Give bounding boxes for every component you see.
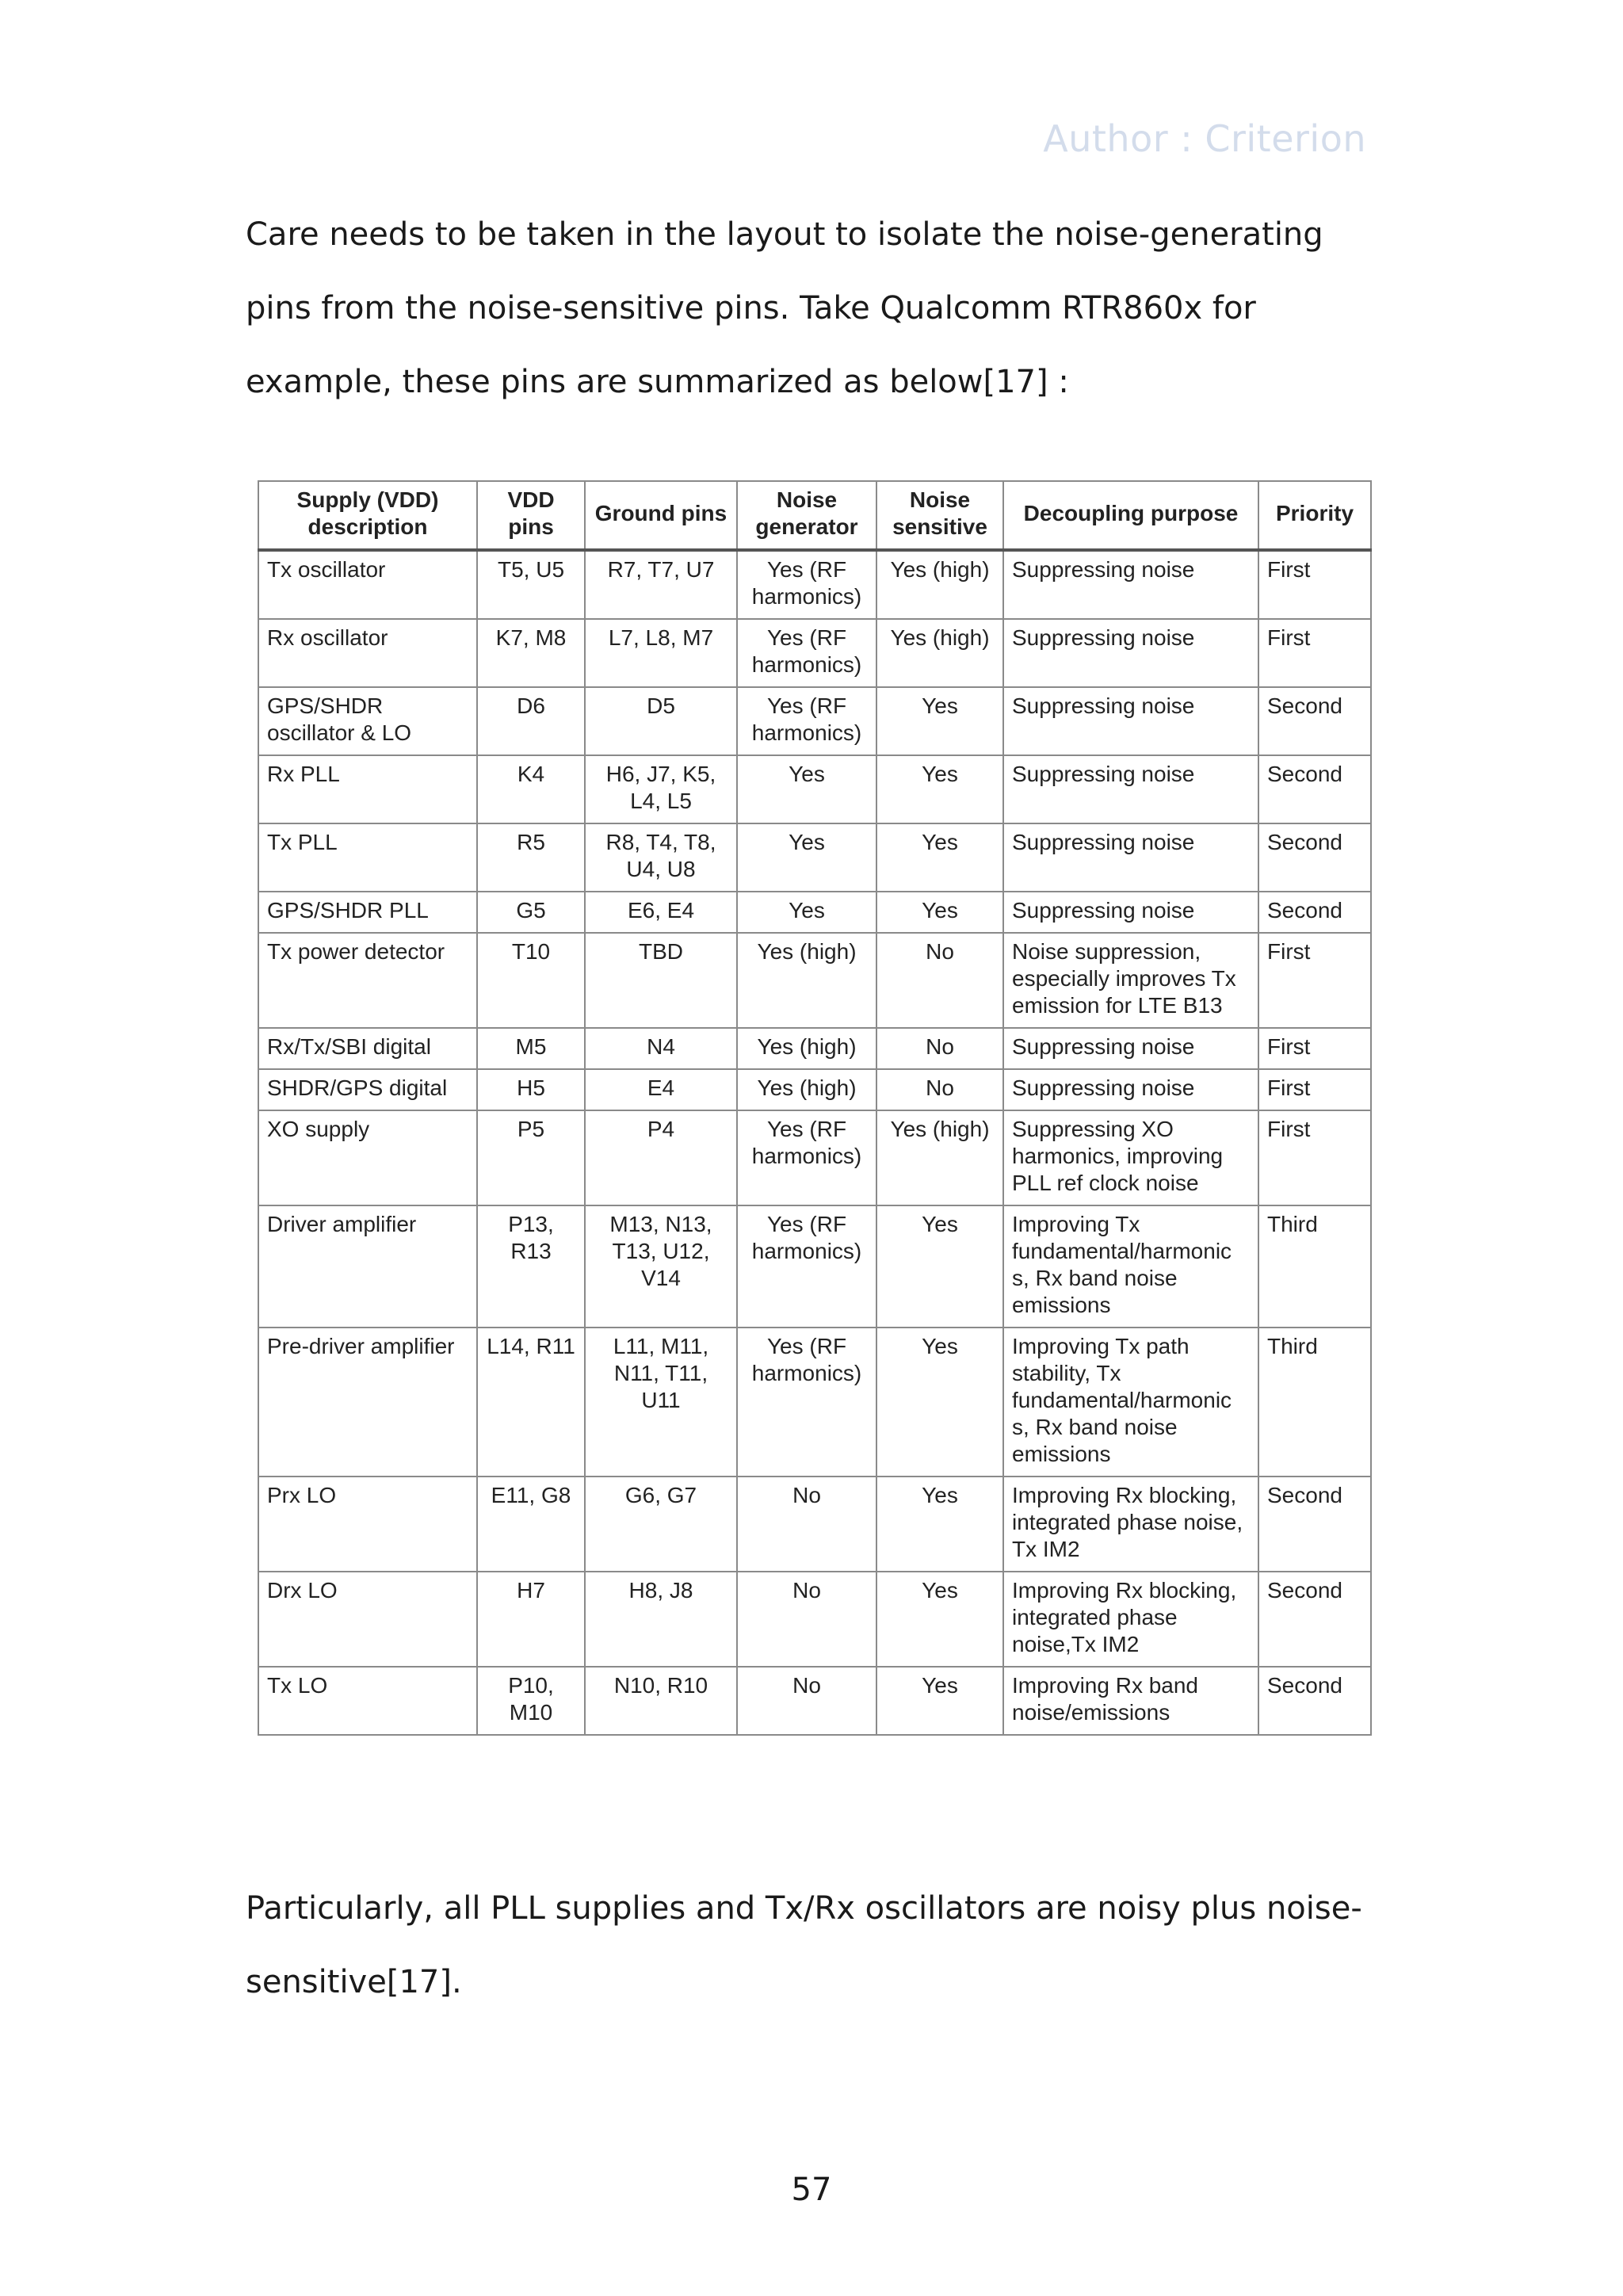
table-row — [258, 892, 1371, 933]
header-noise-sensitive: Noise sensitive — [876, 481, 1003, 550]
table-row — [258, 1477, 1371, 1572]
cell-supply-description: Rx oscillator — [258, 619, 477, 687]
table-row — [258, 1328, 1371, 1477]
cell-noise-sensitive: Yes — [876, 823, 1003, 892]
cell-noise-generator: Yes (RF harmonics) — [737, 1205, 876, 1328]
cell-noise-sensitive: Yes — [876, 1477, 1003, 1572]
table-row — [258, 550, 1371, 619]
cell-supply-description: Pre-driver amplifier — [258, 1328, 477, 1477]
table-row — [258, 1110, 1371, 1205]
cell-priority: Third — [1258, 1328, 1371, 1477]
cell-noise-generator: Yes (RF harmonics) — [737, 1328, 876, 1477]
cell-priority: Second — [1258, 823, 1371, 892]
table-row — [258, 1205, 1371, 1328]
table-row — [258, 1069, 1371, 1110]
cell-vdd-pins: H7 — [477, 1572, 585, 1667]
cell-supply-description: Driver amplifier — [258, 1205, 477, 1328]
page-number: 57 — [791, 2172, 832, 2208]
intro-paragraph: Care needs to be taken in the layout to isolate the noise-generating pins from the noise-sensitive pins. Take Qualcomm RTR860x for example, these pins are summarized as below[17] : — [246, 216, 1323, 400]
cell-vdd-pins: E11, G8 — [477, 1477, 585, 1572]
cell-noise-sensitive: Yes — [876, 755, 1003, 823]
cell-noise-generator: Yes — [737, 823, 876, 892]
cell-noise-sensitive: Yes (high) — [876, 550, 1003, 619]
cell-decoupling-purpose: Improving Rx blocking, integrated phase noise,Tx IM2 — [1003, 1572, 1258, 1667]
table-row — [258, 687, 1371, 755]
cell-noise-generator: Yes — [737, 755, 876, 823]
table-row — [258, 933, 1371, 1028]
cell-noise-sensitive: Yes — [876, 687, 1003, 755]
cell-supply-description: GPS/SHDR PLL — [258, 892, 477, 933]
cell-noise-sensitive: Yes — [876, 1667, 1003, 1735]
cell-supply-description: Rx PLL — [258, 755, 477, 823]
cell-supply-description: Tx PLL — [258, 823, 477, 892]
cell-priority: First — [1258, 550, 1371, 619]
cell-noise-generator: No — [737, 1572, 876, 1667]
table-header-row — [258, 481, 1371, 550]
cell-decoupling-purpose: Suppressing XO harmonics, improving PLL ref clock noise — [1003, 1110, 1258, 1205]
table-body — [258, 550, 1371, 1735]
cell-ground-pins: H8, J8 — [585, 1572, 737, 1667]
cell-ground-pins: E4 — [585, 1069, 737, 1110]
cell-vdd-pins: G5 — [477, 892, 585, 933]
cell-priority: First — [1258, 619, 1371, 687]
cell-vdd-pins: P13, R13 — [477, 1205, 585, 1328]
cell-noise-sensitive: Yes — [876, 892, 1003, 933]
cell-decoupling-purpose: Suppressing noise — [1003, 823, 1258, 892]
cell-decoupling-purpose: Suppressing noise — [1003, 687, 1258, 755]
table-row — [258, 1028, 1371, 1069]
cell-noise-generator: Yes (RF harmonics) — [737, 1110, 876, 1205]
pin-summary-table-container — [258, 480, 1370, 1736]
cell-priority: Second — [1258, 755, 1371, 823]
cell-noise-sensitive: No — [876, 933, 1003, 1028]
cell-priority: Second — [1258, 1477, 1371, 1572]
cell-decoupling-purpose: Improving Tx path stability, Tx fundamental/harmonic s, Rx band noise emissions — [1003, 1328, 1258, 1477]
header-priority: Priority — [1258, 481, 1371, 550]
cell-ground-pins: R7, T7, U7 — [585, 550, 737, 619]
cell-vdd-pins: L14, R11 — [477, 1328, 585, 1477]
cell-priority: Second — [1258, 1572, 1371, 1667]
cell-decoupling-purpose: Improving Tx fundamental/harmonic s, Rx band noise emissions — [1003, 1205, 1258, 1328]
cell-supply-description: SHDR/GPS digital — [258, 1069, 477, 1110]
cell-vdd-pins: R5 — [477, 823, 585, 892]
cell-vdd-pins: M5 — [477, 1028, 585, 1069]
cell-noise-sensitive: Yes (high) — [876, 1110, 1003, 1205]
cell-noise-sensitive: Yes — [876, 1572, 1003, 1667]
cell-ground-pins: P4 — [585, 1110, 737, 1205]
cell-priority: Second — [1258, 687, 1371, 755]
header-vdd-pins: VDD pins — [477, 481, 585, 550]
cell-ground-pins: L11, M11, N11, T11, U11 — [585, 1328, 737, 1477]
cell-priority: Third — [1258, 1205, 1371, 1328]
cell-supply-description: XO supply — [258, 1110, 477, 1205]
cell-ground-pins: L7, L8, M7 — [585, 619, 737, 687]
cell-supply-description: Drx LO — [258, 1572, 477, 1667]
cell-priority: First — [1258, 1028, 1371, 1069]
table-row — [258, 619, 1371, 687]
cell-decoupling-purpose: Suppressing noise — [1003, 755, 1258, 823]
cell-noise-sensitive: No — [876, 1028, 1003, 1069]
cell-vdd-pins: K4 — [477, 755, 585, 823]
cell-noise-generator: Yes (RF harmonics) — [737, 687, 876, 755]
table-row — [258, 823, 1371, 892]
cell-vdd-pins: K7, M8 — [477, 619, 585, 687]
cell-decoupling-purpose: Suppressing noise — [1003, 1028, 1258, 1069]
cell-priority: Second — [1258, 1667, 1371, 1735]
header-noise-generator: Noise generator — [737, 481, 876, 550]
author-header: Author : Criterion — [1043, 117, 1366, 160]
cell-decoupling-purpose: Improving Rx blocking, integrated phase noise, Tx IM2 — [1003, 1477, 1258, 1572]
cell-noise-generator: Yes (high) — [737, 933, 876, 1028]
cell-supply-description: Prx LO — [258, 1477, 477, 1572]
cell-priority: Second — [1258, 892, 1371, 933]
cell-supply-description: Tx power detector — [258, 933, 477, 1028]
cell-supply-description: Tx oscillator — [258, 550, 477, 619]
table-row — [258, 1667, 1371, 1735]
cell-noise-generator: Yes (RF harmonics) — [737, 550, 876, 619]
cell-supply-description: Tx LO — [258, 1667, 477, 1735]
cell-noise-generator: Yes (high) — [737, 1028, 876, 1069]
table-row — [258, 1572, 1371, 1667]
cell-vdd-pins: T10 — [477, 933, 585, 1028]
cell-decoupling-purpose: Suppressing noise — [1003, 1069, 1258, 1110]
header-ground-pins: Ground pins — [585, 481, 737, 550]
cell-noise-generator: Yes (RF harmonics) — [737, 619, 876, 687]
cell-ground-pins: G6, G7 — [585, 1477, 737, 1572]
cell-vdd-pins: T5, U5 — [477, 550, 585, 619]
cell-vdd-pins: P5 — [477, 1110, 585, 1205]
cell-ground-pins: R8, T4, T8, U4, U8 — [585, 823, 737, 892]
cell-decoupling-purpose: Improving Rx band noise/emissions — [1003, 1667, 1258, 1735]
cell-noise-sensitive: No — [876, 1069, 1003, 1110]
cell-vdd-pins: P10, M10 — [477, 1667, 585, 1735]
cell-decoupling-purpose: Suppressing noise — [1003, 550, 1258, 619]
cell-vdd-pins: D6 — [477, 687, 585, 755]
cell-noise-generator: Yes (high) — [737, 1069, 876, 1110]
cell-ground-pins: TBD — [585, 933, 737, 1028]
cell-noise-generator: Yes — [737, 892, 876, 933]
header-decoupling-purpose: Decoupling purpose — [1003, 481, 1258, 550]
cell-noise-sensitive: Yes — [876, 1205, 1003, 1328]
cell-noise-sensitive: Yes — [876, 1328, 1003, 1477]
cell-ground-pins: D5 — [585, 687, 737, 755]
pin-summary-table — [258, 480, 1372, 1736]
cell-ground-pins: H6, J7, K5, L4, L5 — [585, 755, 737, 823]
outro-paragraph: Particularly, all PLL supplies and Tx/Rx oscillators are noisy plus noise-sensitive[17]. — [246, 1890, 1362, 2000]
cell-supply-description: GPS/SHDR oscillator & LO — [258, 687, 477, 755]
cell-noise-generator: No — [737, 1477, 876, 1572]
cell-priority: First — [1258, 1110, 1371, 1205]
cell-decoupling-purpose: Noise suppression, especially improves Tx emission for LTE B13 — [1003, 933, 1258, 1028]
cell-ground-pins: E6, E4 — [585, 892, 737, 933]
cell-ground-pins: N10, R10 — [585, 1667, 737, 1735]
cell-decoupling-purpose: Suppressing noise — [1003, 619, 1258, 687]
cell-supply-description: Rx/Tx/SBI digital — [258, 1028, 477, 1069]
header-supply-description: Supply (VDD) description — [258, 481, 477, 550]
cell-ground-pins: N4 — [585, 1028, 737, 1069]
table-row — [258, 755, 1371, 823]
cell-noise-sensitive: Yes (high) — [876, 619, 1003, 687]
cell-decoupling-purpose: Suppressing noise — [1003, 892, 1258, 933]
cell-noise-generator: No — [737, 1667, 876, 1735]
cell-priority: First — [1258, 933, 1371, 1028]
cell-priority: First — [1258, 1069, 1371, 1110]
cell-ground-pins: M13, N13, T13, U12, V14 — [585, 1205, 737, 1328]
cell-vdd-pins: H5 — [477, 1069, 585, 1110]
